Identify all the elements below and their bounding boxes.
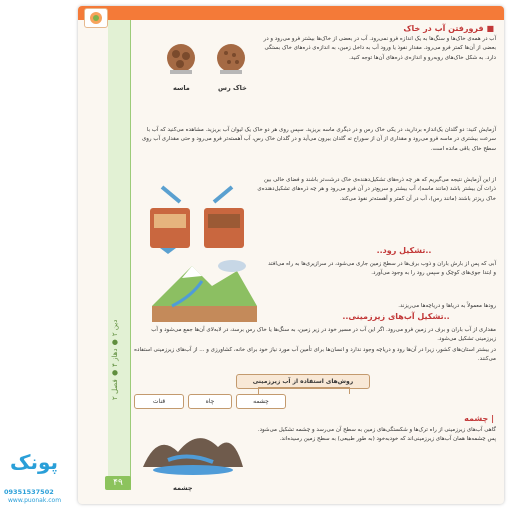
brand-name: پونک bbox=[10, 450, 59, 474]
sidebar bbox=[108, 20, 131, 490]
brand-url: www.puonak.com bbox=[8, 497, 62, 504]
river-formation-illustration bbox=[142, 256, 262, 326]
paragraph-experiment: آزمایش کنید: دو گلدان یک‌اندازه بردارید، در یکی خاک رس و در دیگری ماسه بریزید. سپس روی هر دو خاک یک لیوان آب بریزید. مشاهده می‌کنید که آب با سرعت بیشتری در ماسه فرو می‌رود و مقداری از آن از سوراخ ته گلدان بیرون می‌آید و در گلدان خاک رس، آب آهسته‌تر فرو می‌رود و حتی مقداری آب روی سطح خاک باقی مانده است. bbox=[141, 127, 496, 152]
sidebar-label: دین ۲ ● دهاز ۴ ● فصل ۲ bbox=[111, 319, 119, 400]
label-clay: خاک رس bbox=[218, 84, 247, 92]
book-page bbox=[78, 6, 504, 504]
section-heading-soil: ■ فرورفتن آب در خاک bbox=[403, 24, 494, 33]
paragraph-soil-intro: آب در همه‌ی خاک‌ها و سنگ‌ها به یک اندازه فرو نمی‌رود. آب در بعضی از خاک‌ها بیشتر فرو می‌رود و در بعضی از آن‌ها کمتر فرو می‌رود. مقدار نفوذ یا ورود آب به داخل زمین، به اندازه‌ی ذره‌های خاک بستگی دارد. به شکل خاک‌های روبه‌رو و اندازه‌ی ذره‌های آن‌ها توجه کنید. bbox=[263, 36, 496, 61]
paragraph-groundwater-use: در بیشتر استان‌های کشور، زیرا در آن‌ها رود و دریاچه وجود ندارد و انسان‌ها برای تأمین آب مورد نیاز خود برای خانه، کشاورزی و ... از آب‌های زیرزمینی استفاده می‌کنند. bbox=[134, 347, 496, 363]
paragraph-conclusion: از این آزمایش نتیجه می‌گیریم که هر چه ذره‌های تشکیل‌دهنده‌ی خاک درشت‌تر باشند و فضای خالی بین ذرات آن بیشتر باشد (مانند ماسه)، آب بیشتر و سریع‌تر در آن فرو می‌رود و هر چه ذره‌های تشکیل‌دهنده‌ی خاک ریزتر باشند (مانند رس)، آب در آن کمتر و آهسته‌تر نفوذ می‌کند. bbox=[257, 177, 496, 202]
top-bar bbox=[78, 6, 504, 20]
page-number: ۴۹ bbox=[105, 476, 131, 490]
method-well: چاه bbox=[188, 394, 232, 409]
spring-illustration bbox=[138, 422, 248, 482]
brand-phone: 09351537502 bbox=[4, 488, 54, 496]
paragraph-groundwater: مقداری از آب باران و برف در زمین فرو می‌رود. اگر این آب در مسیر خود در زیر زمین، به سنگ‌ها یا خاک رس برسد، در لابه‌لای آن‌ها جمع می‌شود و آب زیرزمینی تشکیل می‌شود. bbox=[151, 327, 496, 343]
section-heading-groundwater: ..تشکیل آب‌های زیرزمینی.. bbox=[342, 312, 450, 321]
method-qanat: قنات bbox=[134, 394, 184, 409]
pots-experiment-illustration bbox=[142, 172, 252, 254]
section-heading-spring: | چشمه bbox=[464, 414, 494, 423]
paragraph-river: آبی که پس از بارش باران و ذوب برف‌ها در سطح زمین جاری می‌شود، در سرازیری‌ها به راه می‌افتد و ابتدا جوی‌های کوچک و سپس رود را به وجود می‌آورد. bbox=[268, 261, 496, 277]
paragraph-river-end: رودها معمولاً به دریاها و دریاچه‌ها می‌ریزند. bbox=[398, 303, 496, 309]
section-heading-river: ..تشکیل رود.. bbox=[376, 246, 432, 255]
methods-title: روش‌های استفاده از آب زیرزمینی bbox=[236, 374, 370, 389]
spring-caption: چشمه bbox=[173, 484, 193, 492]
paragraph-spring: گاهی آب‌های زیرزمینی از راه ترک‌ها و شکستگی‌های زمین به سطح آن می‌رسد و چشمه تشکیل می‌شود. پس چشمه‌ها همان آب‌های زیرزمینی‌اند که خودبه‌خود (به طور طبیعی) به سطح زمین رسیده‌اند. bbox=[257, 427, 496, 443]
method-spring: چشمه bbox=[236, 394, 286, 409]
label-sand: ماسه bbox=[173, 84, 190, 92]
methods-connector bbox=[258, 387, 350, 394]
corner-logo bbox=[84, 8, 108, 28]
